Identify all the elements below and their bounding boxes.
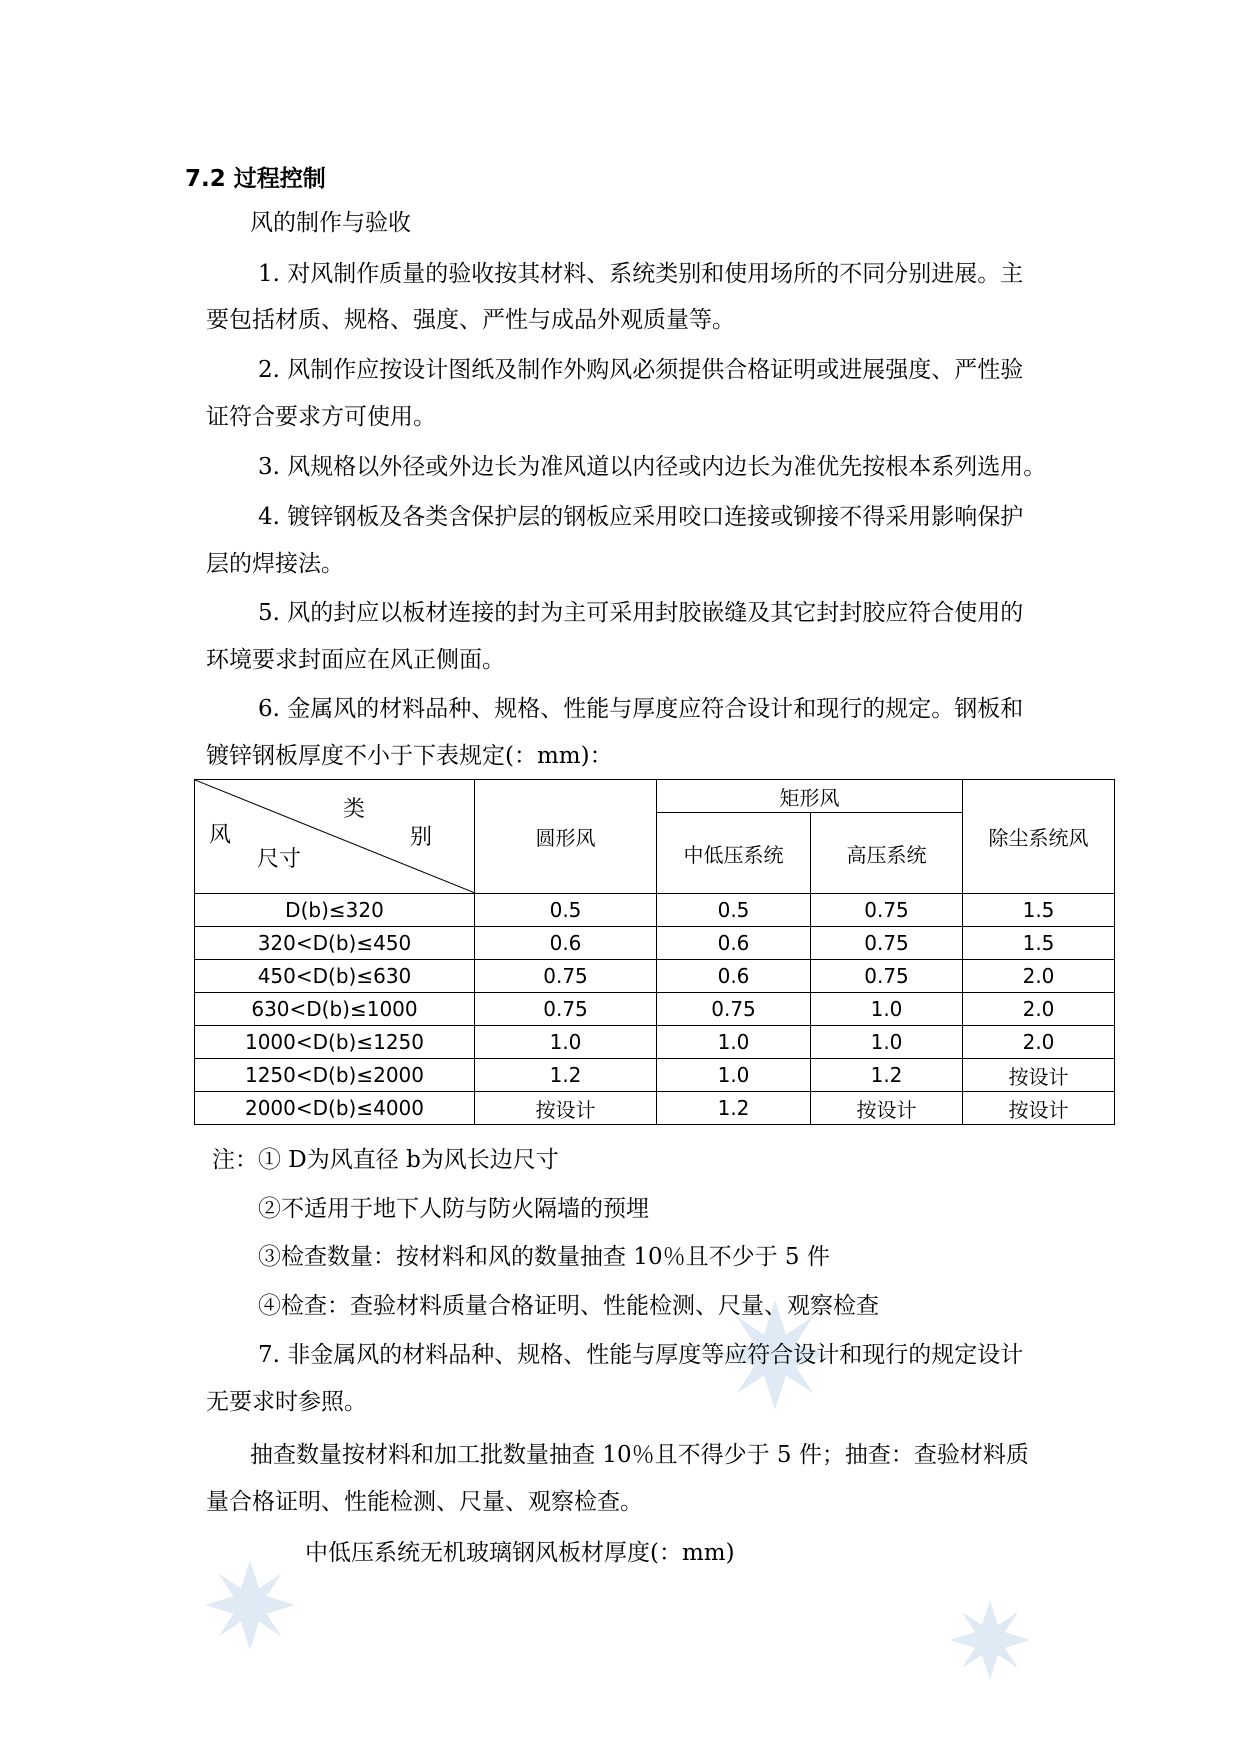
- table-cell: 按设计: [963, 1092, 1115, 1125]
- table-cell: 1.0: [657, 1059, 811, 1092]
- table-cell: 2000<D(b)≤4000: [195, 1092, 475, 1125]
- diagonal-line: [195, 780, 475, 893]
- table-cell: 0.6: [475, 927, 657, 960]
- paragraph-line: 1. 对风制作质量的验收按其材料、系统类别和使用场所的不同分别进展。主: [258, 261, 1024, 287]
- table-cell: 1.5: [963, 927, 1115, 960]
- subheading: 风的制作与验收: [250, 210, 411, 236]
- table-cell: 0.75: [475, 993, 657, 1026]
- header-diag-left: 风: [209, 823, 232, 848]
- table-row: [195, 1059, 1115, 1092]
- paragraph-line: 5. 风的封应以板材连接的封为主可采用封胶嵌缝及其它封封胶应符合使用的: [258, 600, 1024, 626]
- table-cell: 320<D(b)≤450: [195, 927, 475, 960]
- table-row: [195, 927, 1115, 960]
- table-cell: 2.0: [963, 993, 1115, 1026]
- column-header: 高压系统: [811, 813, 963, 894]
- table-cell: 0.75: [657, 993, 811, 1026]
- column-header: 圆形风: [475, 780, 657, 894]
- watermark-emblem-icon: [950, 1600, 1030, 1680]
- table-row: [195, 1092, 1115, 1125]
- table-cell: 0.5: [657, 894, 811, 927]
- table-cell: 0.75: [475, 960, 657, 993]
- table-cell: 1.2: [811, 1059, 963, 1092]
- watermark-emblem-icon: [205, 1560, 295, 1650]
- paragraph-line: 4. 镀锌钢板及各类含保护层的钢板应采用咬口连接或铆接不得采用影响保护: [258, 504, 1024, 530]
- table-caption: 中低压系统无机玻璃钢风板材厚度(：mm): [305, 1540, 735, 1566]
- table-cell: 2.0: [963, 1026, 1115, 1059]
- table-cell: 1000<D(b)≤1250: [195, 1026, 475, 1059]
- table-row: [195, 960, 1115, 993]
- note-line: 注：① D为风直径 b为风长边尺寸: [212, 1147, 559, 1173]
- table-cell: 1.0: [657, 1026, 811, 1059]
- paragraph-line: 2. 风制作应按设计图纸及制作外购风必须提供合格证明或进展强度、严性验: [258, 357, 1024, 383]
- paragraph-line: 镀锌钢板厚度不小于下表规定(：mm)：: [206, 743, 613, 769]
- table-row: [195, 894, 1115, 927]
- paragraph-line: 量合格证明、性能检测、尺量、观察检查。: [206, 1489, 643, 1515]
- column-header: 矩形风: [657, 780, 963, 813]
- header-diag-right: 别: [410, 825, 433, 850]
- note-line: ④检查：查验材料质量合格证明、性能检测、尺量、观察检查: [258, 1293, 879, 1319]
- paragraph-line: 无要求时参照。: [206, 1389, 367, 1415]
- paragraph-line: 证符合要求方可使用。: [206, 404, 436, 430]
- table-cell: 0.75: [811, 894, 963, 927]
- table-cell: 按设计: [963, 1059, 1115, 1092]
- paragraph-line: 抽查数量按材料和加工批数量抽查 10％且不得少于 5 件；抽查：查验材料质: [250, 1442, 1029, 1468]
- table-row: [195, 1026, 1115, 1059]
- paragraph-line: 环境要求封面应在风正侧面。: [206, 647, 505, 673]
- section-heading: 7.2 过程控制: [185, 166, 326, 192]
- table-row: [195, 993, 1115, 1026]
- table-cell: 1.2: [657, 1092, 811, 1125]
- table-cell: 0.75: [811, 927, 963, 960]
- header-diag-top: 类: [343, 797, 366, 822]
- paragraph-line: 要包括材质、规格、强度、严性与成品外观质量等。: [206, 307, 735, 333]
- table-cell: 2.0: [963, 960, 1115, 993]
- table-cell: 0.6: [657, 960, 811, 993]
- note-line: ③检查数量：按材料和风的数量抽查 10％且不少于 5 件: [258, 1244, 830, 1270]
- paragraph-line: 3. 风规格以外径或外边长为准风道以内径或内边长为准优先按根本系列选用。: [258, 454, 1047, 480]
- paragraph-line: 7. 非金属风的材料品种、规格、性能与厚度等应符合设计和现行的规定设计: [258, 1342, 1024, 1368]
- table-cell: 630<D(b)≤1000: [195, 993, 475, 1026]
- table-cell: 1.5: [963, 894, 1115, 927]
- table-cell: 1.2: [475, 1059, 657, 1092]
- table-diagonal-header: [195, 780, 475, 894]
- table-cell: 按设计: [475, 1092, 657, 1125]
- header-diag-bottom: 尺寸: [257, 847, 302, 872]
- table-cell: 0.5: [475, 894, 657, 927]
- table-cell: 1250<D(b)≤2000: [195, 1059, 475, 1092]
- table-cell: 1.0: [811, 1026, 963, 1059]
- table-cell: 0.75: [811, 960, 963, 993]
- table-cell: 1.0: [811, 993, 963, 1026]
- steel-thickness-table: [194, 779, 1115, 1125]
- note-line: ②不适用于地下人防与防火隔墙的预埋: [258, 1196, 649, 1222]
- table-cell: 1.0: [475, 1026, 657, 1059]
- paragraph-line: 6. 金属风的材料品种、规格、性能与厚度应符合设计和现行的规定。钢板和: [258, 696, 1024, 722]
- column-header: 除尘系统风: [963, 780, 1115, 894]
- column-header: 中低压系统: [657, 813, 811, 894]
- table-cell: D(b)≤320: [195, 894, 475, 927]
- table-cell: 按设计: [811, 1092, 963, 1125]
- paragraph-line: 层的焊接法。: [206, 551, 344, 577]
- table-cell: 0.6: [657, 927, 811, 960]
- table-cell: 450<D(b)≤630: [195, 960, 475, 993]
